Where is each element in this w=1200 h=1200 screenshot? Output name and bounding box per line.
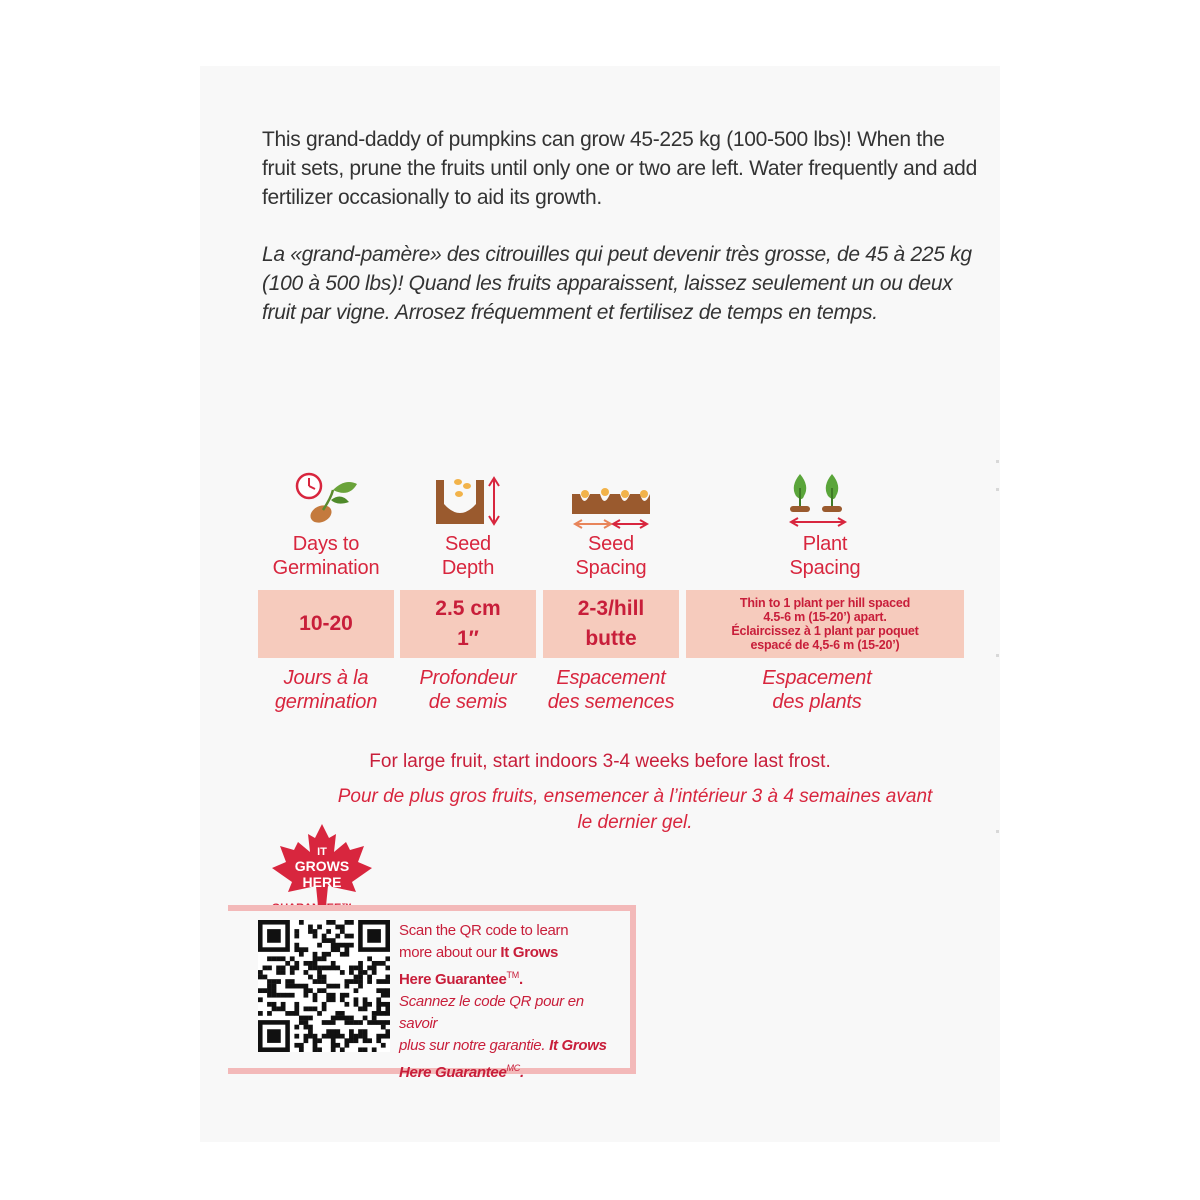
indoor-instruction-french — [330, 784, 940, 836]
label-line: Plant — [802, 533, 848, 555]
label-line: Spacing — [575, 557, 647, 579]
qr-text-line: plus sur notre garantie. — [399, 1037, 550, 1054]
qr-text-line: Scannez le code QR pour en savoir — [399, 993, 584, 1032]
badge-text: GROWS — [294, 858, 350, 874]
value-text: 1″ — [457, 627, 479, 650]
label-plant-spacing — [686, 532, 964, 580]
value-text: butte — [585, 627, 637, 650]
trademark: TM — [506, 970, 519, 980]
edge-mark — [996, 654, 999, 657]
brand-name: Here Guarantee — [399, 1064, 507, 1081]
trademark: MC — [506, 1063, 520, 1073]
label-line: Espacement — [762, 667, 872, 689]
label-line: des semences — [547, 691, 675, 713]
indoor-line: le dernier gel. — [577, 812, 693, 833]
badge-text: HERE — [302, 874, 342, 890]
value-text: 4.5-6 m (15-20’) apart. — [763, 610, 887, 624]
brand-name: Here Guarantee — [399, 971, 507, 988]
qr-text-line: Scan the QR code to learn — [399, 922, 569, 939]
label-line: Profondeur — [419, 667, 517, 689]
label-espacement-plants — [686, 666, 948, 714]
seed-depth-icon — [434, 474, 502, 528]
label-line: Seed — [445, 533, 491, 555]
label-line: de semis — [428, 691, 508, 713]
value-text: Thin to 1 plant per hill spaced — [739, 596, 911, 610]
guarantee-qr-text: Scan the QR code to learn more about our It Grows Here Guarantee™. Scannez le code QR pour en savoir plus sur notre garantie. It Grows Here Guarantee$^{MC}$. — [399, 922, 607, 1081]
value-seed-spacing — [543, 590, 679, 658]
label-line: Spacing — [789, 557, 861, 579]
label-profondeur-semis — [390, 666, 546, 714]
label-espacement-semences — [530, 666, 692, 714]
label-seed-spacing — [543, 532, 679, 580]
clock-seedling-icon — [293, 470, 359, 526]
label-line: Days to — [292, 533, 360, 555]
edge-mark — [996, 460, 999, 463]
edge-mark — [996, 830, 999, 833]
description-english: This grand-daddy of pumpkins can grow 45-225 kg (100-500 lbs)! When the fruit sets, prune the fruits until only one or two are left. Water frequently and add fertilizer occasionally to aid its growth. — [262, 128, 977, 209]
label-line: Jours à la — [283, 667, 369, 689]
value-seed-depth — [400, 590, 536, 658]
indoor-instruction-english: For large fruit, start indoors 3-4 weeks before last frost. — [369, 751, 831, 772]
value-text: espacé de 4,5-6 m (15-20’) — [750, 638, 900, 652]
indoor-line: Pour de plus gros fruits, ensemencer à l’intérieur 3 à 4 semaines avant — [337, 786, 933, 807]
value-text: 2-3/hill — [577, 597, 645, 620]
plant-spacing-icon — [786, 466, 850, 530]
value-text: 10-20 — [299, 612, 353, 635]
label-line: Depth — [441, 557, 495, 579]
value-plant-spacing — [686, 590, 964, 658]
label-seed-depth — [400, 532, 536, 580]
label-line: Germination — [272, 557, 380, 579]
label-days-to-germination — [258, 532, 394, 580]
brand-name: It Grows — [549, 1037, 607, 1054]
seed-spacing-icon — [570, 484, 652, 530]
qr-text-line: more about our — [399, 944, 501, 961]
label-line: Espacement — [556, 667, 666, 689]
label-line: des plants — [772, 691, 862, 713]
description-french: La «grand-pamère» des citrouilles qui peut devenir très grosse, de 45 à 225 kg (100 à 500 lbs)! Quand les fruits apparaissent, laissez seulement un ou deux fruit par vigne. Arrosez fréquemment et fertilisez de temps en temps. — [262, 243, 972, 324]
edge-mark — [996, 488, 999, 491]
qr-code[interactable] — [258, 920, 390, 1052]
label-line: Seed — [588, 533, 634, 555]
badge-text: GUARANTEE™ — [271, 902, 353, 914]
label-jours-germination — [248, 666, 404, 714]
brand-name: It Grows — [500, 944, 559, 961]
value-text: Éclaircissez à 1 plant par poquet — [731, 624, 919, 638]
badge-text: IT — [317, 846, 327, 858]
value-days-to-germination — [258, 590, 394, 658]
qr-code-image — [258, 920, 390, 1052]
maple-leaf-guarantee-badge — [268, 822, 376, 914]
value-text: 2.5 cm — [435, 597, 501, 620]
label-line: germination — [274, 691, 378, 713]
